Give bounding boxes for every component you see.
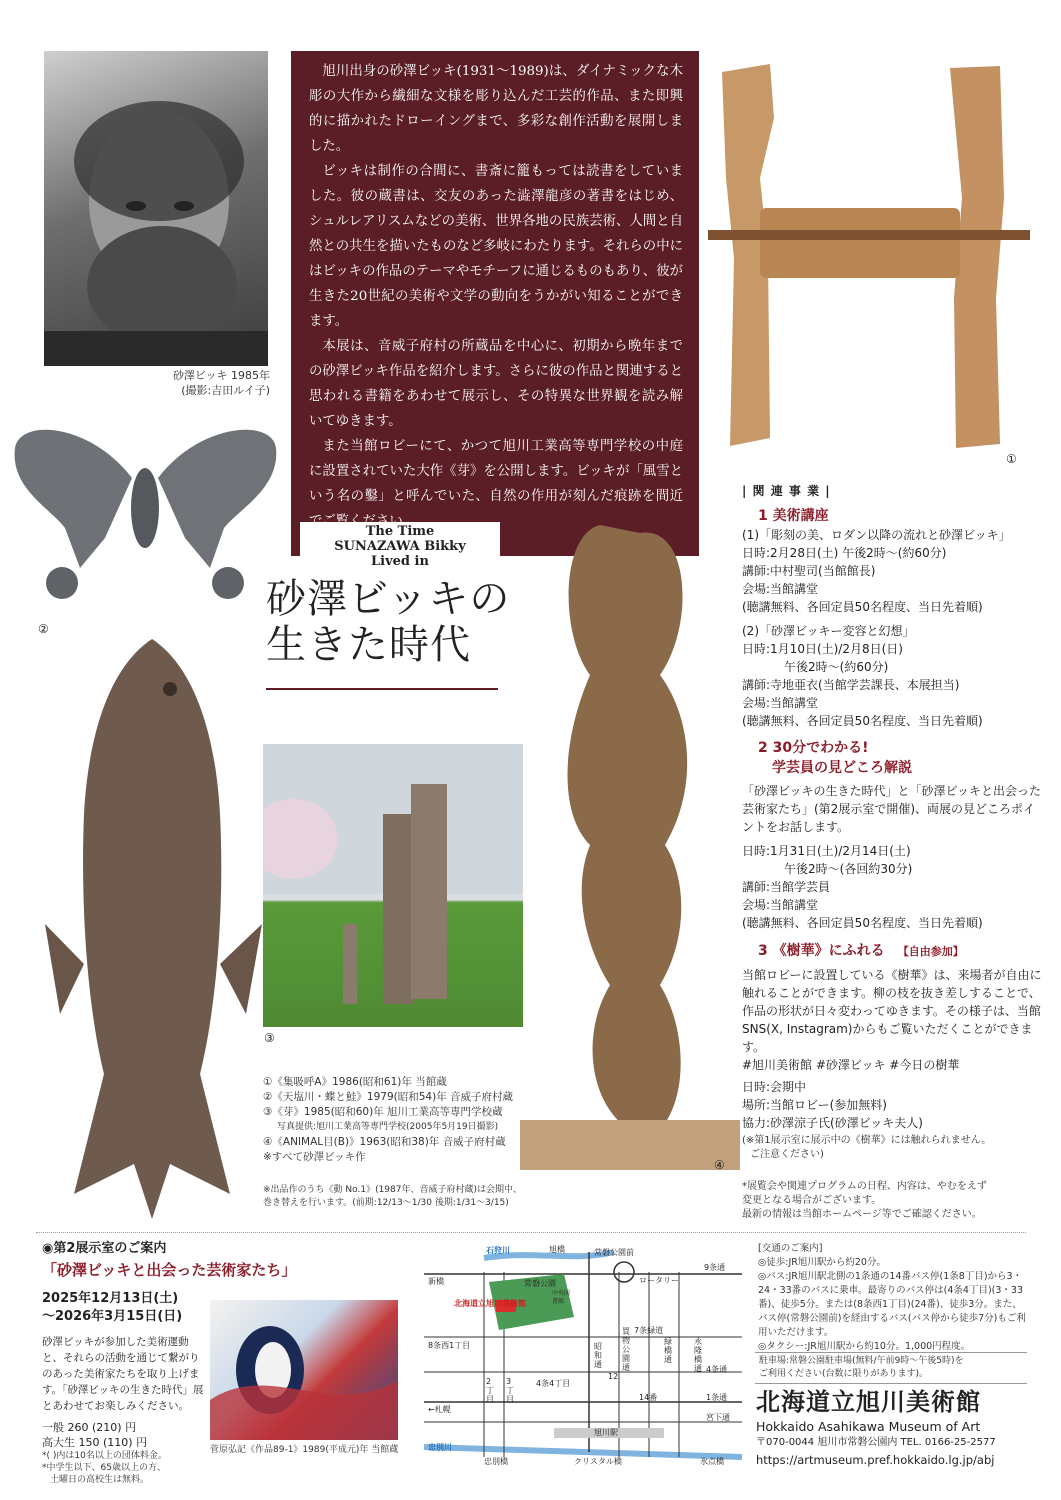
works-line-3: ③《芽》1985(昭和60)年 旭川工業高等専門学校蔵 bbox=[263, 1106, 503, 1118]
event-2-line-3: 講師:当館学芸員 bbox=[742, 880, 831, 894]
events-header: | 関 連 事 業 | bbox=[742, 484, 831, 498]
event-1-1-line-3: 会場:当館講堂 bbox=[742, 582, 819, 596]
event-3-note-1: (※第1展示室に展示中の《樹華》には触れられません。 bbox=[742, 1135, 992, 1146]
event-2-line-4: 会場:当館講堂 bbox=[742, 898, 819, 912]
portrait-photo bbox=[44, 51, 268, 366]
event-3-description: 当館ロビーに設置している《樹華》は、来場者が自由に触れることができます。柳の枝を抜き差しすることで、作品の形状が日々変わってゆきます。その様子は、当館SNS(X, Instagram)からもご覧いただくことができます。 bbox=[742, 968, 1042, 1054]
english-title-line-3: Lived in bbox=[371, 554, 429, 569]
notice-line-3: 最新の情報は当館ホームページ等でご確認ください。 bbox=[742, 1209, 982, 1220]
map-label-asahibashi: 旭橋 bbox=[549, 1245, 565, 1254]
map-label-asahikawa-station: 旭川駅 bbox=[594, 1428, 618, 1437]
works-line-6: ※すべて砂澤ビッキ作 bbox=[263, 1151, 366, 1163]
japanese-title-line-1: 砂澤ビッキの bbox=[266, 576, 511, 622]
map-label-miyashita: 宮下通 bbox=[706, 1413, 730, 1422]
map-label-4jo: 4条通 bbox=[706, 1365, 728, 1374]
map-label-tokiwa-park: 常磐公園 bbox=[524, 1279, 556, 1288]
marker-2: ② bbox=[38, 622, 49, 636]
event-3-line-1: 日時:会期中 bbox=[742, 1080, 807, 1094]
works-note-line-2: 巻き替えを行います。(前期:12/13〜1/30 後期:1/31〜3/15) bbox=[263, 1198, 509, 1208]
event-1-2-line-3: 講師:寺地亜衣(当館学芸課長、本展担当) bbox=[742, 678, 960, 692]
marker-1: ① bbox=[1006, 452, 1017, 466]
map-label-route-12: 12 bbox=[608, 1372, 619, 1381]
notice-line-1: *展覧会や関連プログラムの日程、内容は、やむをえず bbox=[742, 1181, 987, 1192]
event-3-tag: 【自由参加】 bbox=[897, 945, 964, 958]
english-title-line-2: SUNAZAWA Bikky bbox=[334, 539, 466, 554]
event-2-title: 2 30分でわかる! bbox=[758, 740, 869, 756]
gallery2-artwork-caption: 菅原弘記《作品89-1》1989(平成元)年 当館蔵 bbox=[210, 1445, 399, 1455]
museum-address: 〒070-0044 旭川市常磐公園内 TEL. 0166-25-2577 bbox=[756, 1437, 996, 1448]
access-map bbox=[424, 1242, 742, 1474]
map-label-library: 中央図書館 bbox=[552, 1290, 571, 1305]
event-1-1-line-1: 日時:2月28日(土) 午後2時〜(約60分) bbox=[742, 546, 947, 560]
notice-line-2: 変更となる場合がございます。 bbox=[742, 1195, 882, 1206]
intro-paragraph-1: 旭川出身の砂澤ビッキ(1931〜1989)は、ダイナミックな木彫の大作から繊細な文様を彫り込んだ工芸的作品、また即興的に描かれたドローイングまで、多彩な創作活動を展開しました。 bbox=[309, 64, 683, 154]
gallery2-fee-note-1: *( )内は10名以上の団体料金。 bbox=[42, 1451, 167, 1461]
event-3-hashtags: #旭川美術館 #砂澤ビッキ #今日の樹華 bbox=[742, 1058, 960, 1072]
map-label-showa: 昭和通 bbox=[594, 1342, 602, 1369]
sculpture-1-photo bbox=[700, 58, 1040, 450]
map-label-ishikari: 石狩川 bbox=[486, 1246, 510, 1255]
parking-box bbox=[755, 1352, 1027, 1384]
fish-sculpture-photo bbox=[40, 634, 268, 1224]
access-walk: ◎徒歩:JR旭川駅から約20分。 bbox=[758, 1257, 886, 1268]
portrait-credit: (撮影:吉田ルイ子) bbox=[181, 384, 270, 397]
map-label-shinbashi: 新橋 bbox=[428, 1277, 444, 1286]
bottom-divider bbox=[36, 1232, 1026, 1233]
title-underline bbox=[266, 688, 498, 690]
gallery2-date-1: 2025年12月13日(土) bbox=[42, 1291, 179, 1306]
event-3-line-3: 協力:砂澤涼子氏(砂澤ビッキ夫人) bbox=[742, 1116, 923, 1130]
gallery2-artwork bbox=[210, 1300, 398, 1440]
portrait-illustration bbox=[44, 51, 268, 366]
works-line-2: ②《天塩川・蝶と鮭》1979(昭和54)年 音威子府村蔵 bbox=[263, 1091, 514, 1103]
museum-name-jp: 北海道立旭川美術館 bbox=[756, 1388, 981, 1416]
event-1-2-line-2: 午後2時〜(約60分) bbox=[784, 660, 889, 674]
map-label-4jo-4chome: 4条4丁目 bbox=[536, 1379, 571, 1388]
gallery2-date-2: 〜2026年3月15日(日) bbox=[42, 1309, 183, 1324]
english-title-line-1: The Time bbox=[365, 524, 435, 539]
map-label-tokiwakoen-mae: 常磐公園前 bbox=[594, 1248, 634, 1257]
map-label-9jo: 9条通 bbox=[704, 1263, 726, 1272]
event-1-1-title: (1)「彫刻の美、ロダン以降の流れと砂澤ビッキ」 bbox=[742, 528, 1011, 542]
access-taxi: ◎タクシー:JR旭川駅から約10分。1,000円程度。 bbox=[758, 1341, 971, 1352]
event-1-2-line-5: (聴講無料、各回定員50名程度、当日先着順) bbox=[742, 714, 983, 728]
gallery2-fee-note-2: *中学生以下、65歳以上の方、 bbox=[42, 1463, 166, 1473]
map-label-rotary: ロータリー bbox=[639, 1276, 679, 1285]
access-bus: ◎バス:JR旭川駅北側の1条通の14番バス停(1条8丁目)から3・24・33番のバスに乗車。最寄りのバス停は(4条4丁目)(3・33番)、徒歩5分。または(8条西1丁目)(24番)、徒歩3分。また、バス停(常磐公園前)を経由するバス(バス停から徒歩7分)もご利用いただけます。 bbox=[758, 1271, 1026, 1338]
parking-line-2: ご利用ください(台数に限りがあります)。 bbox=[759, 1369, 929, 1379]
gallery2-fee-1: 一般 260 (210) 円 bbox=[42, 1421, 137, 1434]
gallery2-title: 「砂澤ビッキと出会った芸術家たち」 bbox=[42, 1261, 297, 1279]
gallery2-fee-2: 高大生 150 (110) 円 bbox=[42, 1436, 148, 1449]
event-1-1-line-4: (聴講無料、各回定員50名程度、当日先着順) bbox=[742, 600, 983, 614]
museum-name-en: Hokkaido Asahikawa Museum of Art bbox=[756, 1419, 981, 1434]
event-2-line-1: 日時:1月31日(土)/2月14日(土) bbox=[742, 844, 911, 858]
map-label-1jo: 1条通 bbox=[706, 1393, 728, 1402]
event-2-subtitle: 学芸員の見どころ解説 bbox=[772, 760, 912, 776]
event-1-2-title: (2)「砂澤ビッキー変容と幻想」 bbox=[742, 624, 915, 638]
map-label-chubetsu-river: 忠別川 bbox=[428, 1443, 452, 1452]
sculpture-2-photo bbox=[10, 418, 280, 608]
map-label-3chome: 3丁目 bbox=[506, 1377, 514, 1404]
event-1-1-line-2: 講師:中村聖司(当館館長) bbox=[742, 564, 876, 578]
event-3-title: 3 《樹華》にふれる bbox=[758, 943, 885, 959]
map-label-8jo-nishi: 8条西1丁目 bbox=[428, 1341, 471, 1350]
map-label-midoribashi: 緑橋通 bbox=[664, 1337, 672, 1364]
gallery2-heading: ◉第2展示室のご案内 bbox=[42, 1241, 167, 1256]
event-3-note-2: ご注意ください) bbox=[750, 1149, 824, 1160]
event-1-title: 1 美術講座 bbox=[758, 508, 829, 524]
map-label-hyoten-bridge: 氷点橋 bbox=[700, 1457, 724, 1466]
portrait-caption: 砂澤ビッキ 1985年 bbox=[172, 369, 270, 382]
map-museum-label: 北海道立旭川美術館 bbox=[454, 1299, 526, 1308]
map-label-14ban: 14番 bbox=[639, 1393, 658, 1402]
map-label-crystal-bridge: クリスタル橋 bbox=[574, 1457, 622, 1466]
map-label-7jo: 7条緑道 bbox=[634, 1326, 664, 1335]
intro-paragraph-4: また当館ロビーにて、かつて旭川工業高等専門学校の中庭に設置されていた大作《芽》を公開します。ビッキが「風雪という名の鑿」と呼んでいた、自然の作用が刻んだ痕跡を間近 bbox=[309, 439, 683, 504]
sculpture-3-photo bbox=[263, 744, 523, 1027]
parking-line-1: 駐車場:常磐公園駐車場(無料/午前9時〜午後5時)を bbox=[759, 1356, 964, 1366]
event-1-2-line-1: 日時:1月10日(土)/2月8日(日) bbox=[742, 642, 903, 656]
gallery2-description: 砂澤ビッキが参加した美術運動と、それらの活動を通じて繋がりのあった美術家たちを取り上げます。「砂澤ビッキの生きた時代」展とあわせてお楽しみください。 bbox=[42, 1336, 204, 1412]
works-line-5: ④《ANIMAL目(B)》1963(昭和38)年 音威子府村蔵 bbox=[263, 1136, 506, 1148]
museum-url[interactable]: https://artmuseum.pref.hokkaido.lg.jp/abj bbox=[756, 1453, 995, 1467]
event-2-line-5: (聴講無料、各回定員50名程度、当日先着順) bbox=[742, 916, 983, 930]
works-note-line-1: ※出品作のうち《動 No.1》(1987年、音威子府村蔵)は会期中、 bbox=[263, 1185, 522, 1195]
map-label-sapporo: ←札幌 bbox=[428, 1405, 451, 1414]
intro-paragraph-2: ビッキは制作の合間に、書斎に籠もっては読書をしていました。彼の蔵書は、交友のあった澁澤龍彦の著書をはじめ、シュルレアリスムなどの美術、世界各地の民族芸術、人間と自然との共生を描いたものなど多岐にわたります。それらの中にはビッキの作品のテーマやモチーフに通じるものもあり、彼が生きた20世紀の美術や文学の動向をうかがい知ることができます。 bbox=[309, 164, 683, 329]
event-2-description: 「砂澤ビッキの生きた時代」と「砂澤ビッキと出会った芸術家たち」(第2展示室で開催)、両展の見どころポイントをお話します。 bbox=[742, 784, 1042, 834]
gallery2-fee-note-3: 土曜日の高校生は無料。 bbox=[50, 1475, 150, 1485]
sculpture-4-photo bbox=[520, 515, 740, 1175]
event-3-line-2: 場所:当館ロビー(参加無料) bbox=[742, 1098, 887, 1112]
map-label-eiryubashi: 永隆橋通 bbox=[694, 1337, 702, 1373]
intro-paragraph-3: 本展は、音威子府村の所蔵品を中心に、初期から晩年までの砂澤ビッキ作品を紹介します。さらに彼の作品と関連すると思われる書籍をあわせて展示し、その特異な世界観を読み解いてゆきます。 bbox=[309, 339, 683, 429]
japanese-title-line-2: 生きた時代 bbox=[266, 622, 471, 668]
map-label-kaimono: 買物公園通 bbox=[622, 1327, 630, 1372]
event-2-line-2: 午後2時〜(各回約30分) bbox=[784, 862, 913, 876]
marker-3: ③ bbox=[264, 1031, 275, 1045]
intro-block bbox=[291, 51, 699, 556]
marker-4: ④ bbox=[714, 1158, 725, 1172]
works-line-1: ①《集吸呼A》1986(昭和61)年 当館蔵 bbox=[263, 1076, 447, 1088]
event-1-2-line-4: 会場:当館講堂 bbox=[742, 696, 819, 710]
map-label-2chome: 2丁目 bbox=[486, 1377, 494, 1404]
map-label-chubetsu-bridge: 忠別橋 bbox=[484, 1457, 508, 1466]
access-heading: [交通のご案内] bbox=[758, 1243, 823, 1254]
works-line-4: 写真提供:旭川工業高等専門学校(2005年5月19日撮影) bbox=[277, 1122, 499, 1132]
